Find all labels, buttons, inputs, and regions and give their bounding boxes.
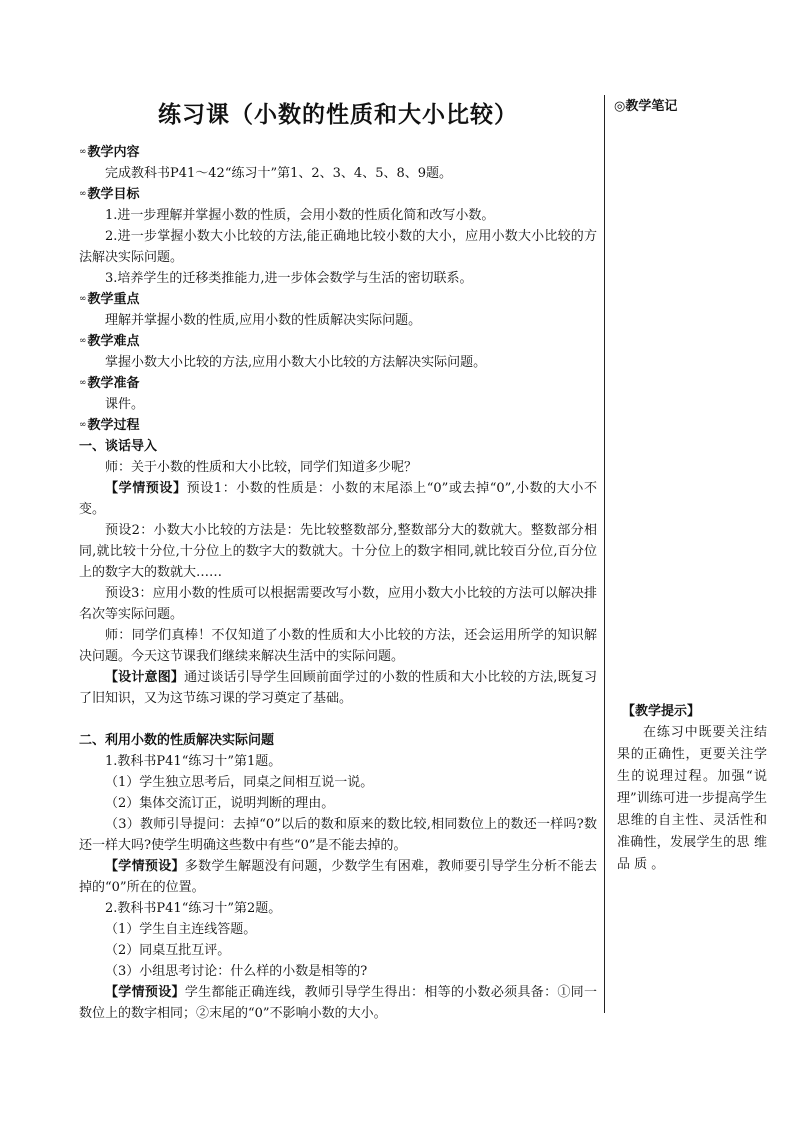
paragraph: 2.教科书P41“练习十”第2题。 — [105, 901, 282, 916]
paragraph: 【学情预设】多数学生解题没有问题，少数学生有困难，教师要引导学生分析不能去掉的“0”所在的位置。 — [79, 859, 597, 895]
goal-item: 1.进一步理解并掌握小数的性质，会用小数的性质化简和改写小数。 — [105, 208, 495, 223]
paragraph: （2）集体交流订正，说明判断的理由。 — [105, 796, 335, 811]
prep-text: 课件。 — [105, 397, 145, 412]
paragraph: 【学情预设】学生都能正确连线，教师引导学生得出：相等的小数必须具备：①同一数位上的数字相同；②末尾的“0”不影响小数的大小。 — [79, 985, 597, 1021]
key-text: 理解并掌握小数的性质,应用小数的性质解决实际问题。 — [105, 313, 422, 328]
section-heading-difficulty: ∞ 教学难点 — [79, 331, 597, 352]
hint-title: 【教学提示】 — [622, 704, 701, 719]
goal-item: 2.进一步掌握小数大小比较的方法,能正确地比较小数的大小，应用小数大小比较的方法解决实际问题。 — [79, 229, 597, 265]
section-marker-icon: ∞ — [79, 336, 87, 346]
section-marker-icon: ∞ — [79, 147, 87, 157]
notes-column — [614, 96, 772, 118]
hint-text: 在练习中既要关注结果的正确性，更要关注学生的说理过程。加强“说理”训练可进一步提高学生思维的自主性、灵活性和准确性，发展学生的思 维 品 质 。 — [617, 725, 767, 872]
main-column — [79, 98, 597, 1024]
paragraph: 预设2：小数大小比较的方法是：先比较整数部分,整数部分大的数就大。整数部分相同,就比较十分位,十分位上的数字大的数就大。十分位上的数字相同,就比较百分位,百分位上的数字大的数就大…… — [79, 523, 597, 580]
section-heading-goals: ∞ 教学目标 — [79, 184, 597, 205]
section-marker-icon: ∞ — [79, 294, 87, 304]
paragraph: 【学情预设】预设1：小数的性质是：小数的末尾添上“0”或去掉“0”,小数的大小不变。 — [79, 481, 597, 517]
section-heading-prep: ∞ 教学准备 — [79, 373, 597, 394]
part2-heading: 二、利用小数的性质解决实际问题 — [79, 733, 275, 748]
column-divider — [604, 95, 605, 1013]
notes-title: ◎教学笔记 — [614, 99, 678, 114]
section-heading-key: ∞ 教学重点 — [79, 289, 597, 310]
label-tag: 【设计意图】 — [105, 670, 185, 685]
paragraph: 【设计意图】通过谈话引导学生回顾前面学过的小数的性质和大小比较的方法,既复习了旧知识，又为这节练习课的学习奠定了基础。 — [79, 670, 597, 706]
section-marker-icon: ∞ — [79, 420, 87, 430]
section-marker-icon: ∞ — [79, 378, 87, 388]
difficulty-text: 掌握小数大小比较的方法,应用小数大小比较的方法解决实际问题。 — [105, 355, 487, 370]
paragraph: 预设3：应用小数的性质可以根据需要改写小数，应用小数大小比较的方法可以解决排名次等实际问题。 — [79, 586, 597, 622]
spacer — [79, 709, 597, 730]
paragraph: （1）学生独立思考后，同桌之间相互说一说。 — [105, 775, 374, 790]
label-tag: 【学情预设】 — [105, 985, 185, 1000]
paragraph: （1）学生自主连线答题。 — [105, 922, 257, 937]
paragraph: （3）教师引导提问：去掉“0”以后的数和原来的数比较,相同数位上的数还一样吗?数还一样大吗?使学生明确这些数中有些“0”是不能去掉的。 — [79, 817, 597, 853]
goal-item: 3.培养学生的迁移类推能力,进一步体会数学与生活的密切联系。 — [105, 271, 473, 286]
section-heading-process: ∞ 教学过程 — [79, 415, 597, 436]
label-tag: 【学情预设】 — [105, 859, 185, 874]
paragraph: 师：同学们真棒！不仅知道了小数的性质和大小比较的方法，还会运用所学的知识解决问题。今天这节课我们继续来解决生活中的实际问题。 — [79, 628, 597, 664]
paragraph: 师：关于小数的性质和大小比较，同学们知道多少呢？ — [105, 460, 418, 475]
paragraph: （3）小组思考讨论：什么样的小数是相等的? — [105, 964, 368, 979]
content-text: 完成教科书P41～42“练习十”第1、2、3、4、5、8、9题。 — [105, 166, 453, 181]
section-heading-content: ∞ 教学内容 — [79, 142, 597, 163]
paragraph: （2）同桌互批互评。 — [105, 943, 231, 958]
label-tag: 【学情预设】 — [105, 481, 187, 496]
paragraph: 1.教科书P41“练习十”第1题。 — [105, 754, 282, 769]
part1-heading: 一、谈话导入 — [79, 439, 158, 454]
section-marker-icon: ∞ — [79, 189, 87, 199]
page-title: 练习课（小数的性质和大小比较） — [158, 101, 518, 128]
